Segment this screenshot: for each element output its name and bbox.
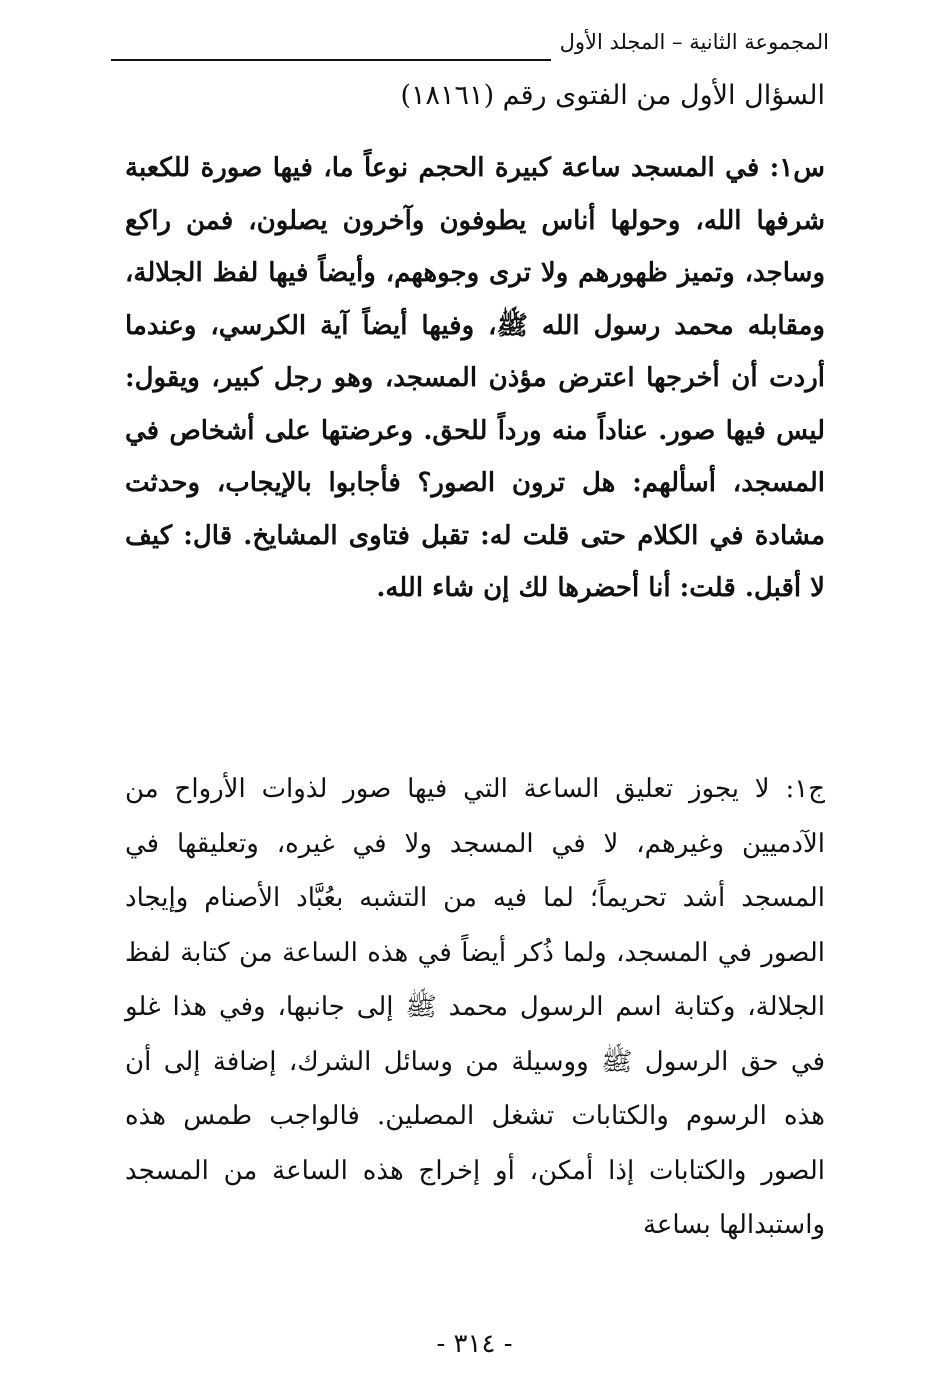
question-paragraph: س١: في المسجد ساعة كبيرة الحجم نوعاً ما، فيها صورة للكعبة شرفها الله، وحولها أناس يطوفون وآخرون يصلون، فمن راكع وساجد، وتميز ظهورهم ولا ترى وجوههم، وأيضاً فيها لفظ الجلالة، ومقابله محمد رسول الله ﷺ، وفيها أيضاً آية الكرسي، وعندما أردت أن أخرجها اعترض مؤذن المسجد، وهو رجل كبير، ويقول: ليس فيها صور. عناداً منه ورداً للحق. وعرضتها على أشخاص في المسجد، أسألهم: هل ترون الصور؟ فأجابوا بالإيجاب، وحدثت مشادة في الكلام حتى قلت له: تقبل فتاوى المشايخ. قال: كيف لا أقبل. قلت: أنا أحضرها لك إن شاء الله. xyxy=(125,153,825,603)
page-number: - ٣١٤ - xyxy=(436,1329,513,1359)
page-header xyxy=(111,22,829,62)
section-title: السؤال الأول من الفتوى رقم (١٨١٦١) xyxy=(400,80,825,111)
answer-paragraph: ج١: لا يجوز تعليق الساعة التي فيها صور لذوات الأرواح من الآدميين وغيرهم، لا في المسجد ولا في غيره، وتعليقها في المسجد أشد تحريماً؛ لما فيه من التشبه بعُبَّاد الأصنام وإيجاد الصور في المسجد، ولما ذُكر أيضاً في هذه الساعة من كتابة لفظ الجلالة، وكتابة اسم الرسول محمد ﷺ إلى جانبها، وفي هذا غلو في حق الرسول ﷺ ووسيلة من وسائل الشرك، إضافة إلى أن هذه الرسوم والكتابات تشغل المصلين. فالواجب طمس هذه الصور والكتابات إذا أمكن، أو إخراج هذه الساعة من المسجد واستبدالها بساعة xyxy=(125,774,826,1240)
running-head: المجموعة الثانية – المجلد الأول xyxy=(559,30,829,54)
header-rule xyxy=(111,59,551,61)
